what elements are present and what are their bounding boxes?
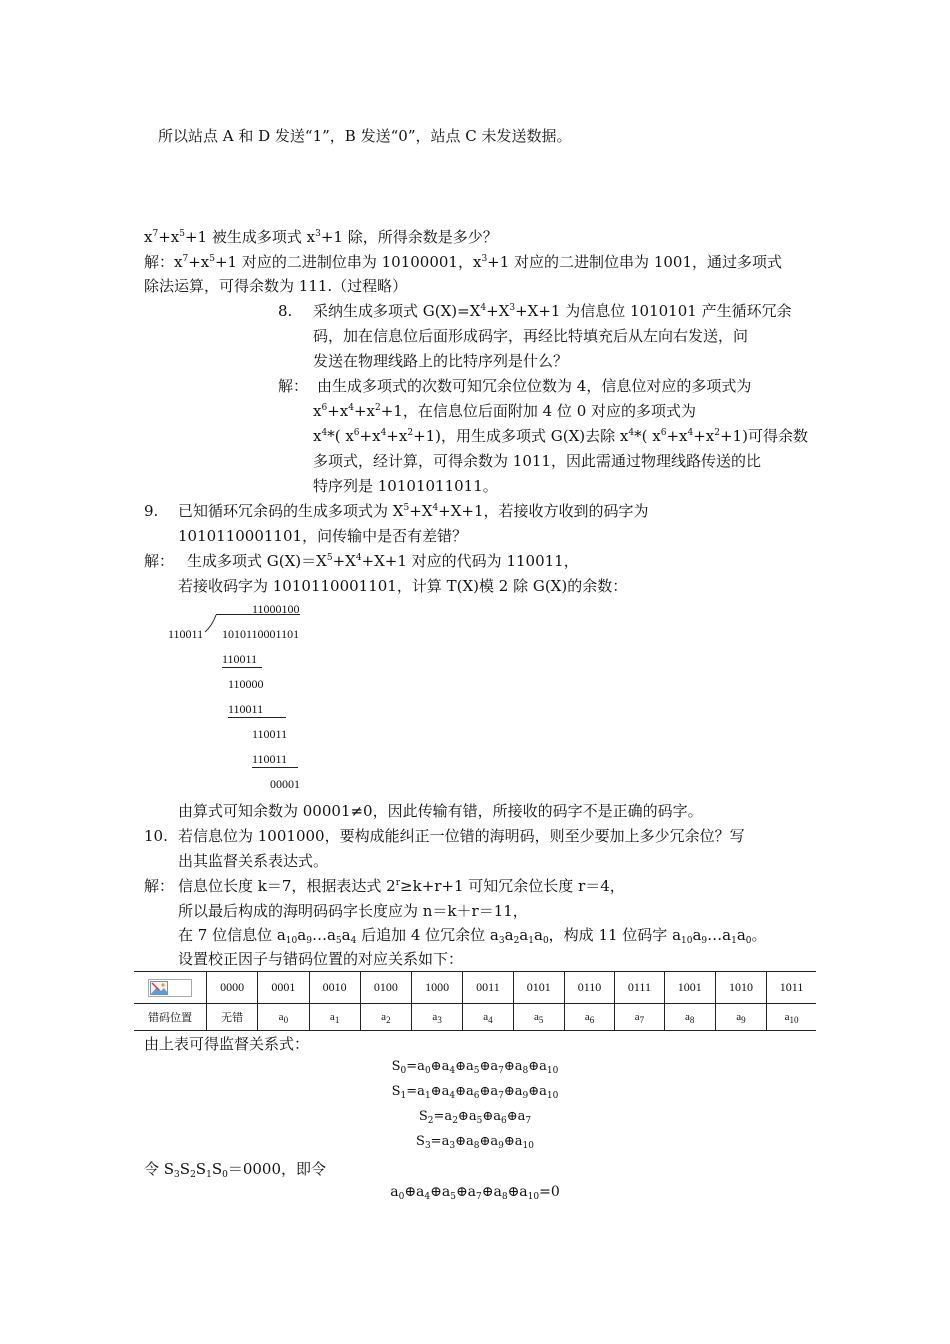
syndrome-cell: 0101 bbox=[513, 972, 564, 1004]
top-conclusion: 所以站点 A 和 D 发送“1”，B 发送“0”，站点 C 未发送数据。 bbox=[158, 127, 572, 145]
position-cell: $a_8$ bbox=[664, 1004, 715, 1031]
syndrome-cell: 0110 bbox=[564, 972, 614, 1004]
q9-conclusion: 由算式可知余数为 00001≠0，因此传输有错，所接收的码字不是正确的码字。 bbox=[178, 802, 703, 820]
syndrome-cell: 1001 bbox=[664, 972, 715, 1004]
position-cell: $a_7$ bbox=[615, 1004, 664, 1031]
q10-number: 10. bbox=[144, 827, 168, 845]
syndrome-cell: 1010 bbox=[715, 972, 766, 1004]
broken-image-icon-glyph bbox=[150, 981, 168, 995]
division-step: 110011 bbox=[222, 652, 262, 668]
q8-number: 8. bbox=[278, 302, 293, 320]
q8-answer-line4: 多项式，经计算，可得余数为 1011，因此需通过物理线路传送的比 bbox=[313, 452, 761, 470]
position-cell: $a_3$ bbox=[412, 1004, 463, 1031]
position-cell: 无错 bbox=[207, 1004, 258, 1031]
division-dividend: 1010110001101 bbox=[222, 627, 300, 641]
syndrome-cell: 0100 bbox=[360, 972, 411, 1004]
final-equation: $a_0\oplus a_4\oplus a_5\oplus a_7\oplus a_8\oplus a_{10}=0$ bbox=[390, 1184, 560, 1202]
syndrome-cell: 0001 bbox=[258, 972, 309, 1004]
division-step: 110011 bbox=[252, 727, 288, 741]
syndrome-cell: 1011 bbox=[767, 972, 816, 1004]
q7-answer-line1: 解：$x^7+x^5+1$ 对应的二进制位串为 10100001，$x^3+1$ 对应的二进制位串为 1001，通过多项式 bbox=[144, 253, 782, 271]
q8-answer-label: 解： bbox=[278, 377, 309, 395]
q10-answer-line3: 在 7 位信息位 $a_{10}a_9\dots a_5a_4$ 后追加 4 位冗余位 $a_3a_2a_1a_0$，构成 11 位码字 $a_{10}a_9\dots a_1a_0$。 bbox=[178, 926, 767, 946]
parity-equation: $S_2=a_2\oplus a_5\oplus a_6\oplus a_7$ bbox=[418, 1109, 532, 1126]
broken-image-icon bbox=[148, 979, 192, 997]
q10-answer-line2: 所以最后构成的海明码码字长度应为 n＝k＋r＝11， bbox=[178, 902, 528, 920]
q9-question-line1: 已知循环冗余码的生成多项式为 $X^5+X^4+X+1$，若接收方收到的码字为 bbox=[178, 502, 649, 520]
q9-answer-label: 解： bbox=[144, 552, 175, 570]
division-bracket bbox=[203, 614, 217, 634]
position-cell: $a_1$ bbox=[309, 1004, 360, 1031]
position-cell: $a_4$ bbox=[463, 1004, 513, 1031]
parity-equation: $S_1=a_1\oplus a_4\oplus a_6\oplus a_7\oplus a_9\oplus a_{10}$ bbox=[391, 1084, 559, 1101]
q10-question-line2: 出其监督关系表达式。 bbox=[178, 852, 329, 870]
division-step: 110011 bbox=[252, 752, 298, 768]
position-cell: $a_6$ bbox=[564, 1004, 614, 1031]
q8-question-line2: 码，加在信息位后面形成码字，再经比特填充后从左向右发送，问 bbox=[313, 327, 749, 345]
q9-answer-line1: 生成多项式 $G(X)=X^5+X^4+X+1$ 对应的代码为 110011， bbox=[187, 552, 579, 570]
q7-answer-line2: 除法运算，可得余数为 111.（过程略） bbox=[144, 277, 408, 295]
division-divisor: 110011 bbox=[168, 627, 204, 641]
error-position-row bbox=[134, 1004, 816, 1031]
syndrome-cell: 0011 bbox=[463, 972, 513, 1004]
syndrome-cell: 0010 bbox=[309, 972, 360, 1004]
table-header-cell bbox=[134, 972, 207, 1004]
q8-answer-line3: $x^4*$( $x^6+x^4+x^2+1$)，用生成多项式 G(X)去除 $x^4*$( $x^6+x^4+x^2+1$)可得余数 bbox=[313, 427, 808, 445]
q8-question-line1: 采纳生成多项式 $G(X)=X^4+X^3+X+1$ 为信息位 1010101 产生循环冗余 bbox=[313, 302, 792, 320]
syndrome-cell: 0000 bbox=[207, 972, 258, 1004]
position-cell: $a_0$ bbox=[258, 1004, 309, 1031]
q9-number: 9. bbox=[144, 502, 159, 520]
q8-answer-line5: 特序列是 10101011011。 bbox=[313, 477, 498, 495]
let-statement: 令 $S_3S_2S_1S_0=0000$，即令 bbox=[144, 1160, 327, 1180]
position-cell: $a_9$ bbox=[715, 1004, 766, 1031]
position-cell: $a_2$ bbox=[360, 1004, 411, 1031]
division-step: 110000 bbox=[228, 677, 264, 691]
row-label: 错码位置 bbox=[134, 1004, 207, 1031]
parity-equation: $S_0=a_0\oplus a_4\oplus a_5\oplus a_7\oplus a_8\oplus a_{10}$ bbox=[391, 1059, 559, 1076]
syndrome-row bbox=[134, 972, 816, 1004]
q8-answer-line2: $x^6+x^4+x^2+1$，在信息位后面附加 4 位 0 对应的多项式为 bbox=[313, 402, 697, 420]
q10-answer-line1: 信息位长度 k＝7，根据表达式 $2^r\ge k+r+1$ 可知冗余位长度 r＝4， bbox=[178, 877, 625, 895]
q8-question-line3: 发送在物理线路上的比特序列是什么？ bbox=[313, 352, 569, 370]
q9-question-line2: 1010110001101，问传输中是否有差错？ bbox=[178, 527, 468, 545]
position-cell: $a_{10}$ bbox=[767, 1004, 816, 1031]
after-table-text: 由上表可得监督关系式： bbox=[144, 1035, 310, 1053]
q8-answer-line1: 由生成多项式的次数可知冗余位位数为 4，信息位对应的多项式为 bbox=[317, 377, 752, 395]
q9-answer-line2: 若接收码字为 1010110001101，计算 T(X)模 2 除 G(X)的余数： bbox=[178, 577, 628, 595]
division-step: 110011 bbox=[228, 702, 286, 718]
syndrome-cell: 0111 bbox=[615, 972, 664, 1004]
q10-answer-label: 解： bbox=[144, 877, 175, 895]
division-quotient: 11000100 bbox=[252, 602, 300, 616]
parity-equation: $S_3=a_3\oplus a_8\oplus a_9\oplus a_{10}$ bbox=[416, 1134, 534, 1151]
q10-answer-line4: 设置校正因子与错码位置的对应关系如下： bbox=[178, 950, 464, 968]
syndrome-table bbox=[134, 971, 816, 1031]
position-cell: $a_5$ bbox=[513, 1004, 564, 1031]
division-remainder: 00001 bbox=[270, 777, 300, 791]
q7-question: $x^7+x^5+1$ 被生成多项式 $x^3+1$ 除，所得余数是多少？ bbox=[144, 228, 498, 246]
syndrome-cell: 1000 bbox=[412, 972, 463, 1004]
q10-question-line1: 若信息位为 1001000，要构成能纠正一位错的海明码，则至少要加上多少冗余位？写 bbox=[178, 827, 745, 845]
